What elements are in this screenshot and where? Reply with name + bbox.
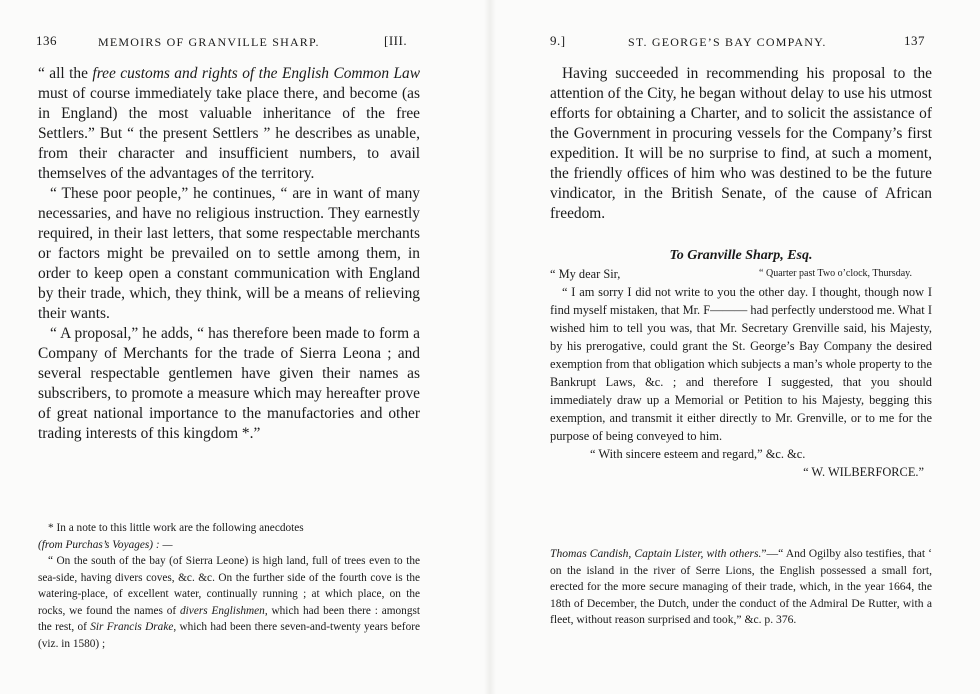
footnote-italic: Sir Francis Drake [90, 621, 174, 633]
italic-phrase: free customs and rights of the English Common Law [92, 65, 421, 82]
right-footnote [550, 546, 932, 629]
footnote-source-title: (from Purchas’s Voyages) : — [38, 538, 173, 551]
quote-open: “ all the [38, 65, 93, 82]
left-paragraph-2: “ These poor people,” he continues, “ are in want of many necessaries, and have no religious instruction. They earnestly required, in their last letters, that some respectable merchants or factors might be prevailed on to settle among them, in order to keep open a constant communication with England by their trade, which, they think, will be a means of relieving their wants. [38, 185, 420, 322]
footnote-text: “ On the south of the bay (of Sierra Leone) is high land, full of trees even to the sea-side, having divers coves, &c. &c. On the further side of the fourth cove is the watering-place, of excellent water, continually running ; at which place, on the rocks, we found the names of [38, 555, 420, 617]
footnote-quote [38, 553, 420, 652]
right-running-title: ST. GEORGE’S BAY COMPANY. [628, 35, 827, 49]
letter-salutation: “ My dear Sir, [550, 267, 621, 281]
letter-signature: “ W. WILBERFORCE.” [803, 465, 924, 479]
footnote-text: , which had been there : amongst the rest, of [38, 604, 421, 633]
footnote-text: ”—“ And Ogilby also testifies, that ‘ on the island in the river of Serre Lions, the English possessed a small fort, erected for the more secure managing of their trade, which, in the year 1664, the 18th of December, the Dutch, under the conduct of the Admiral De Rutter, with a fleet, without reason surprised and took,” &c. p. 376. [550, 547, 932, 626]
salutation-row [550, 265, 932, 283]
footnote-italic: divers Englishmen [180, 604, 265, 617]
paragraph-text: must of course immediately take place there, and become (as in England) the most valuable inheritance of the free Settlers.” But “ the present Settlers ” he describes as unable, from their character and insufficient numbers, to avail themselves of the advantages of the territory. [38, 85, 420, 182]
left-body-text [38, 64, 420, 444]
letter-closing: “ With sincere esteem and regard,” &c. &c. [590, 447, 806, 461]
footnote-italic-names: Thomas Candish, Captain Lister, with others. [550, 547, 762, 560]
left-running-title: MEMOIRS OF GRANVILLE SHARP. [98, 35, 320, 49]
letter-block [550, 246, 932, 481]
left-chapter-marker: [III. [384, 33, 408, 48]
footnote-intro: * In a note to this little work are the following anecdotes [48, 522, 304, 534]
footnote-source [38, 537, 420, 554]
letter-paragraph: “ I am sorry I did not write to you the other day. I thought, though now I find myself mistaken, that Mr. F——— had perfectly understood me. What I wished him to tell you was, that Mr. Secretary Grenville said, his Majesty, by his prerogative, could grant the St. George’s Bay Company the desired exemption from that obligation which subjects a man’s whole property to the Bankrupt Laws, &c. ; and therefore I suggested, that you should immediately draw up a Memorial or Petition to his Majesty, begging this exemption, and transmit it either directly to Mr. Grenville, or to me for the purpose of being conveyed to him. [550, 285, 932, 443]
letter-dateline: “ Quarter past Two o’clock, Thursday. [759, 268, 912, 279]
left-footnote [38, 520, 420, 652]
letter-body [550, 265, 932, 481]
left-paragraph-1 [38, 64, 420, 184]
footnote-text: , which had been there seven-and-twenty years before (viz. in 1580) ; [38, 621, 420, 650]
right-page [490, 0, 980, 694]
right-page-number: 137 [904, 33, 925, 48]
left-paragraph-3: “ A proposal,” he adds, “ has therefore been made to form a Company of Merchants for the trade of Sierra Leona ; and several respectable gentlemen have given their names as subscribers, to promote a measure which may hereafter prove of great national importance to the manufactories and other trading interests of this kingdom *.” [38, 325, 420, 442]
right-paragraph-1: Having succeeded in recommending his proposal to the attention of the City, he began without delay to use his utmost efforts for obtaining a Charter, and to solicit the assistance of the Government in procuring vessels for the Company’s first expedition. It will be no surprise to find, at such a moment, the friendly offices of him who was destined to be the future vindicator, in the British Senate, of the cause of African freedom. [550, 65, 932, 222]
letter-heading: To Granville Sharp, Esq. [669, 248, 813, 263]
left-page-number: 136 [36, 33, 57, 48]
right-chapter-marker: 9.] [550, 33, 566, 48]
right-body-text [550, 64, 932, 224]
footnote-continued [550, 546, 932, 629]
